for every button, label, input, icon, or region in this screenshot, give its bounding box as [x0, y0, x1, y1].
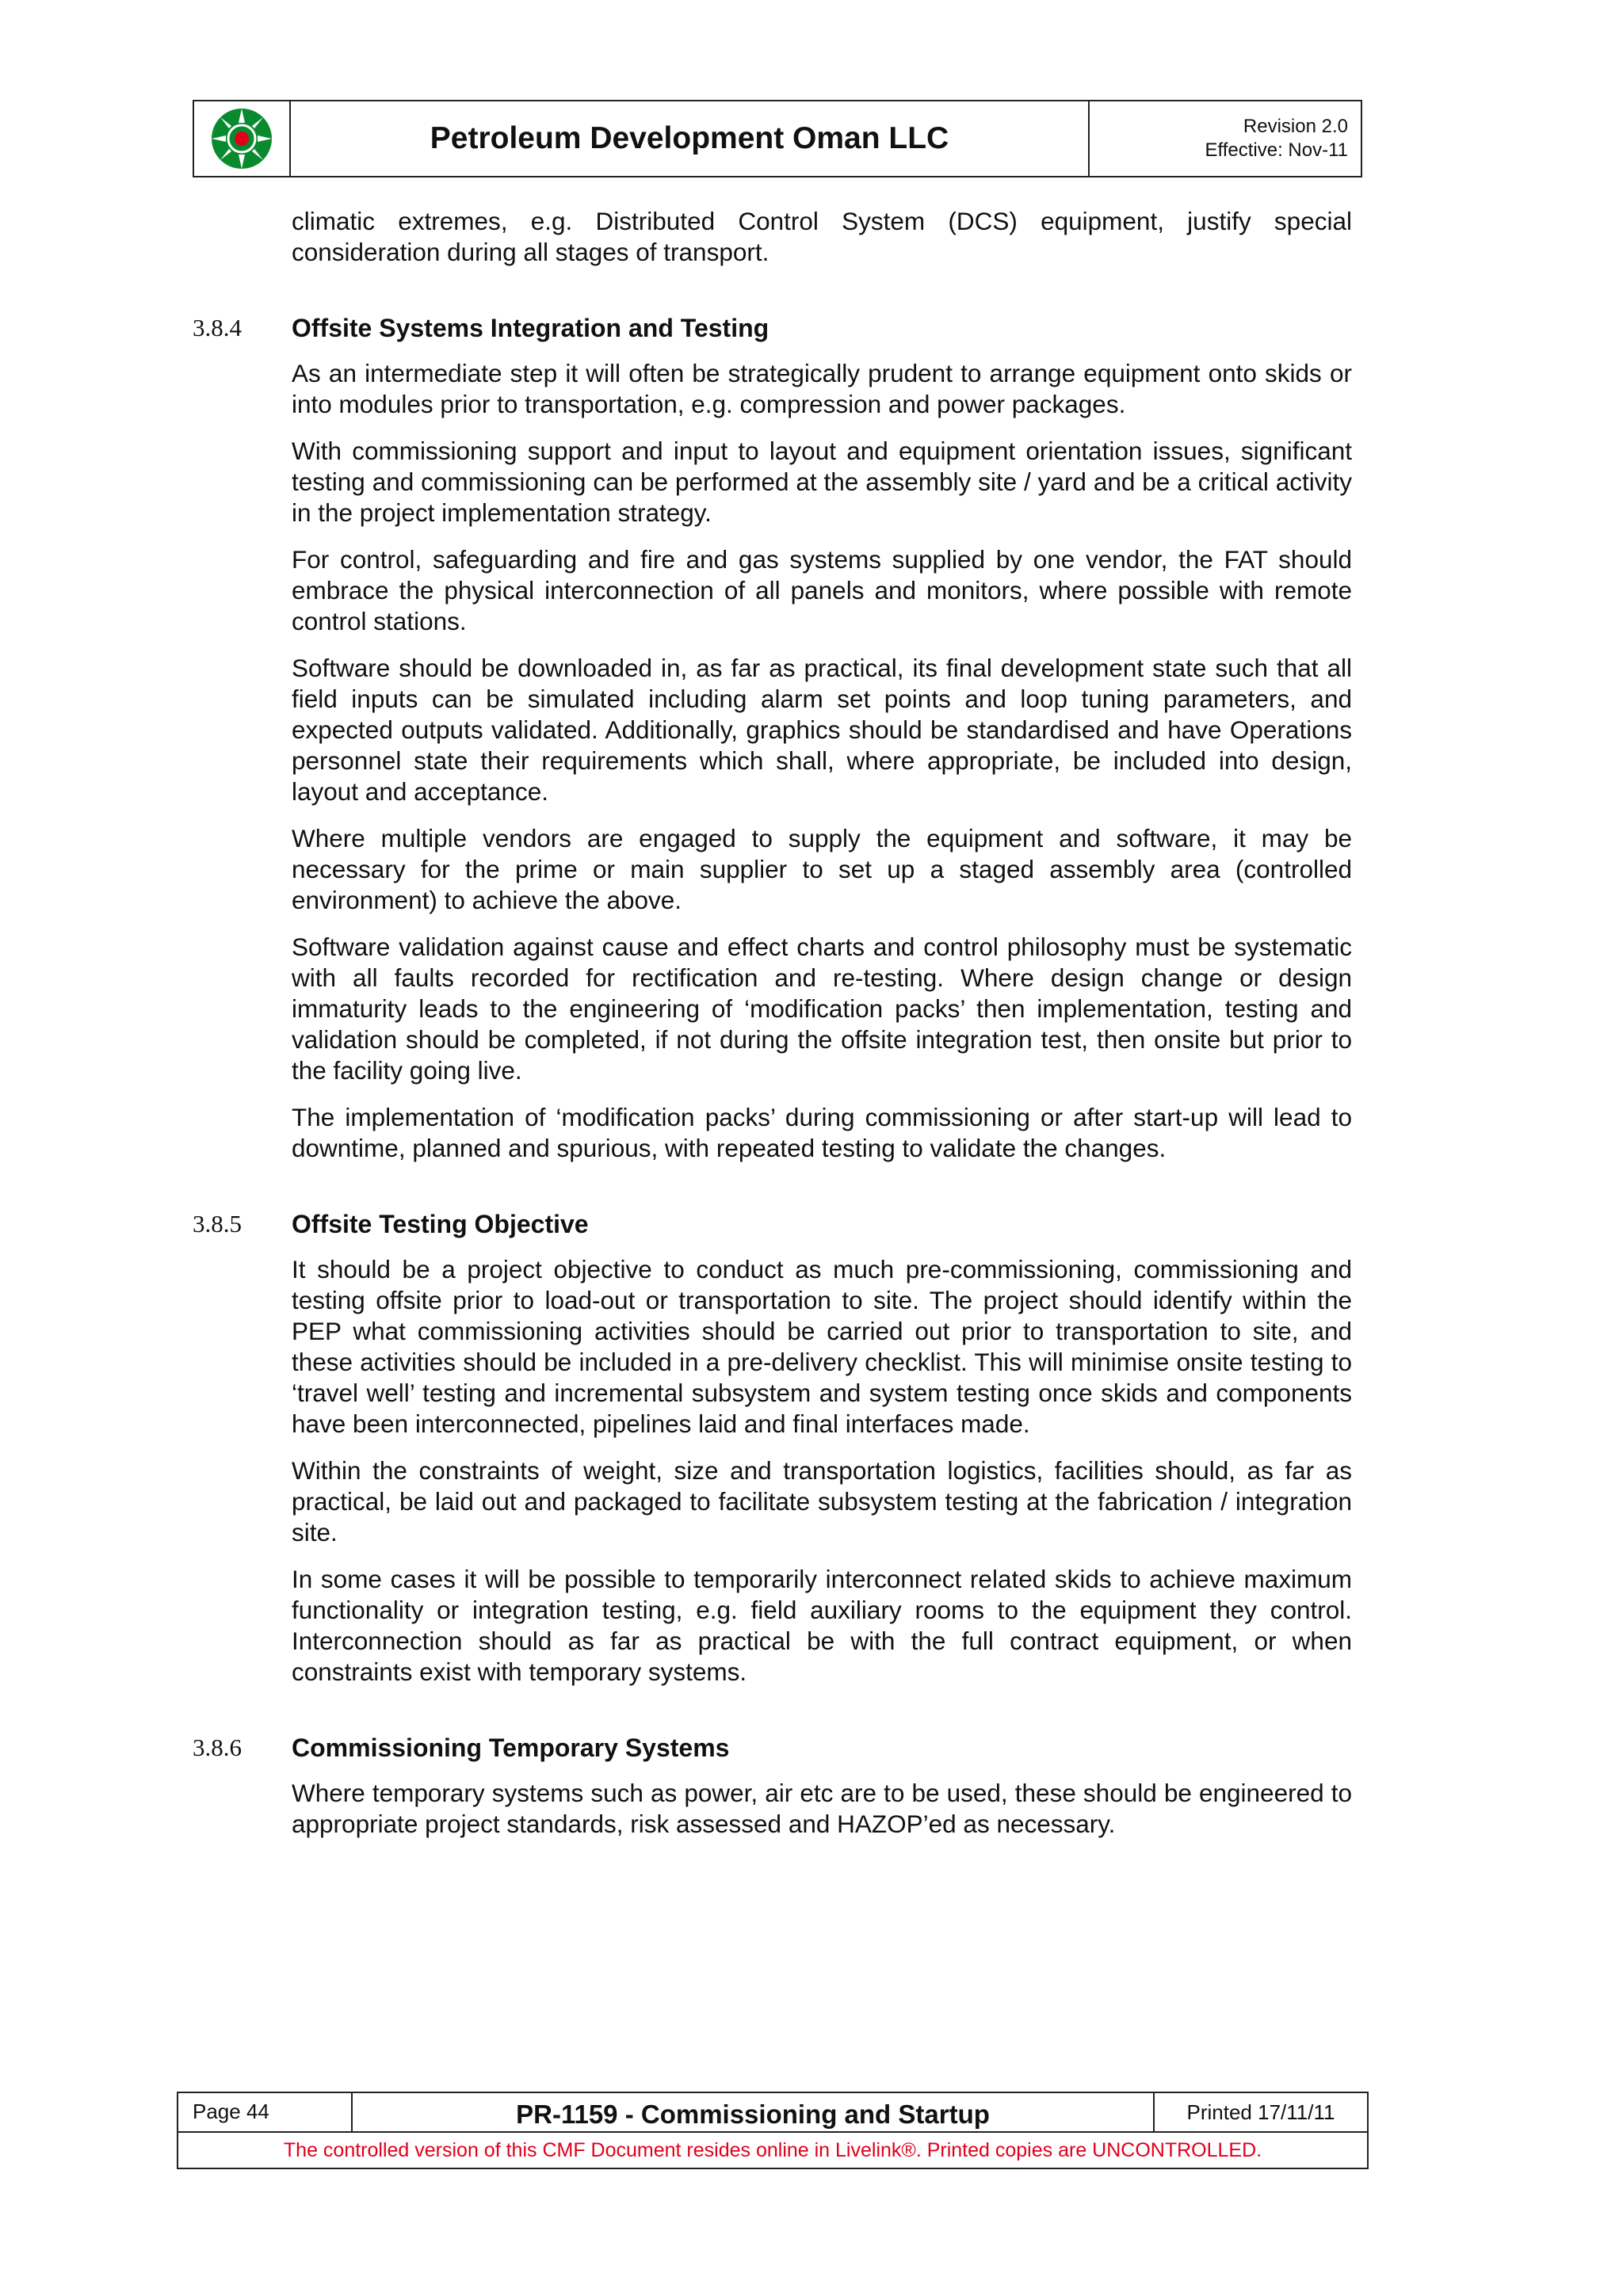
section-heading-3-8-6 [193, 1732, 1352, 1764]
company-name: Petroleum Development Oman LLC [291, 101, 1090, 176]
paragraph: As an intermediate step it will often be strategically prudent to arrange equipment onto skids or into modules prior to transportation, e.g. compression and power packages. [292, 359, 1352, 418]
pdo-logo-icon [208, 105, 275, 172]
section-title: Commissioning Temporary Systems [292, 1733, 730, 1762]
section-title: Offsite Systems Integration and Testing [292, 314, 769, 342]
section-title: Offsite Testing Objective [292, 1210, 589, 1238]
effective-date: Effective: Nov-11 [1205, 139, 1348, 161]
page-footer [177, 2092, 1369, 2169]
section-number: 3.8.6 [193, 1733, 242, 1761]
section-heading-3-8-4 [193, 312, 1352, 344]
paragraph: Software validation against cause and effect charts and control philosophy must be systematic with all faults recorded for rectification and re-testing. Where design change or design immaturity leads to the engineering of ‘modification packs’ then implementation, testing and validation should be completed, if not during the offsite integration test, then onsite but prior to the facility going live. [292, 933, 1352, 1085]
page-header [193, 100, 1362, 177]
page-number: Page 44 [178, 2093, 353, 2131]
intro-paragraph: climatic extremes, e.g. Distributed Control System (DCS) equipment, justify special consideration during all stages of transport. [292, 207, 1352, 266]
paragraph: It should be a project objective to conduct as much pre-commissioning, commissioning and testing offsite prior to load-out or transportation to site. The project should identify within the PEP what commissioning activities should be carried out prior to transportation to site, and these activities should be included in a pre-delivery checklist. This will minimise onsite testing to ‘travel well’ testing and incremental subsystem and system testing once skids and components have been interconnected, pipelines laid and final interfaces made. [292, 1255, 1352, 1438]
paragraph: In some cases it will be possible to temporarily interconnect related skids to achieve maximum functionality or integration testing, e.g. field auxiliary rooms to the equipment they control. Interconnection should as far as practical be with the full contract equipment, or when constraints exist with temporary systems. [292, 1565, 1352, 1686]
document-title: PR-1159 - Commissioning and Startup [353, 2093, 1155, 2131]
paragraph: Within the constraints of weight, size and transportation logistics, facilities should, as far as practical, be laid out and packaged to facilitate subsystem testing at the fabrication / integration site. [292, 1456, 1352, 1547]
section-number: 3.8.5 [193, 1210, 242, 1238]
paragraph: With commissioning support and input to layout and equipment orientation issues, significant testing and commissioning can be performed at the assembly site / yard and be a critical activity in the project implementation strategy. [292, 437, 1352, 527]
section-heading-3-8-5 [193, 1208, 1352, 1240]
revision-block [1090, 101, 1361, 176]
logo-cell [194, 101, 291, 176]
paragraph: Where temporary systems such as power, air etc are to be used, these should be engineered to appropriate project standards, risk assessed and HAZOP’ed as necessary. [292, 1779, 1352, 1838]
footer-row [178, 2093, 1367, 2133]
printed-date: Printed 17/11/11 [1186, 2100, 1335, 2124]
uncontrolled-notice: The controlled version of this CMF Document resides online in Livelink®. Printed copies are UNCONTROLLED. [283, 2138, 1262, 2161]
paragraph: For control, safeguarding and fire and gas systems supplied by one vendor, the FAT should embrace the physical interconnection of all panels and monitors, where possible with remote control stations. [292, 545, 1352, 635]
paragraph: Where multiple vendors are engaged to supply the equipment and software, it may be necessary for the prime or main supplier to set up a staged assembly area (controlled environment) to achieve the above. [292, 824, 1352, 914]
document-body [193, 206, 1352, 1855]
paragraph: Software should be downloaded in, as far as practical, its final development state such that all field inputs can be simulated including alarm set points and loop tuning parameters, and expected outputs validated. Additionally, graphics should be standardised and have Operations personnel state their requirements which shall, where appropriate, be included into design, layout and acceptance. [292, 654, 1352, 806]
revision-label: Revision 2.0 [1243, 116, 1348, 137]
section-number: 3.8.4 [193, 314, 242, 341]
paragraph: The implementation of ‘modification packs’ during commissioning or after start-up will lead to downtime, planned and spurious, with repeated testing to validate the changes. [292, 1103, 1352, 1162]
